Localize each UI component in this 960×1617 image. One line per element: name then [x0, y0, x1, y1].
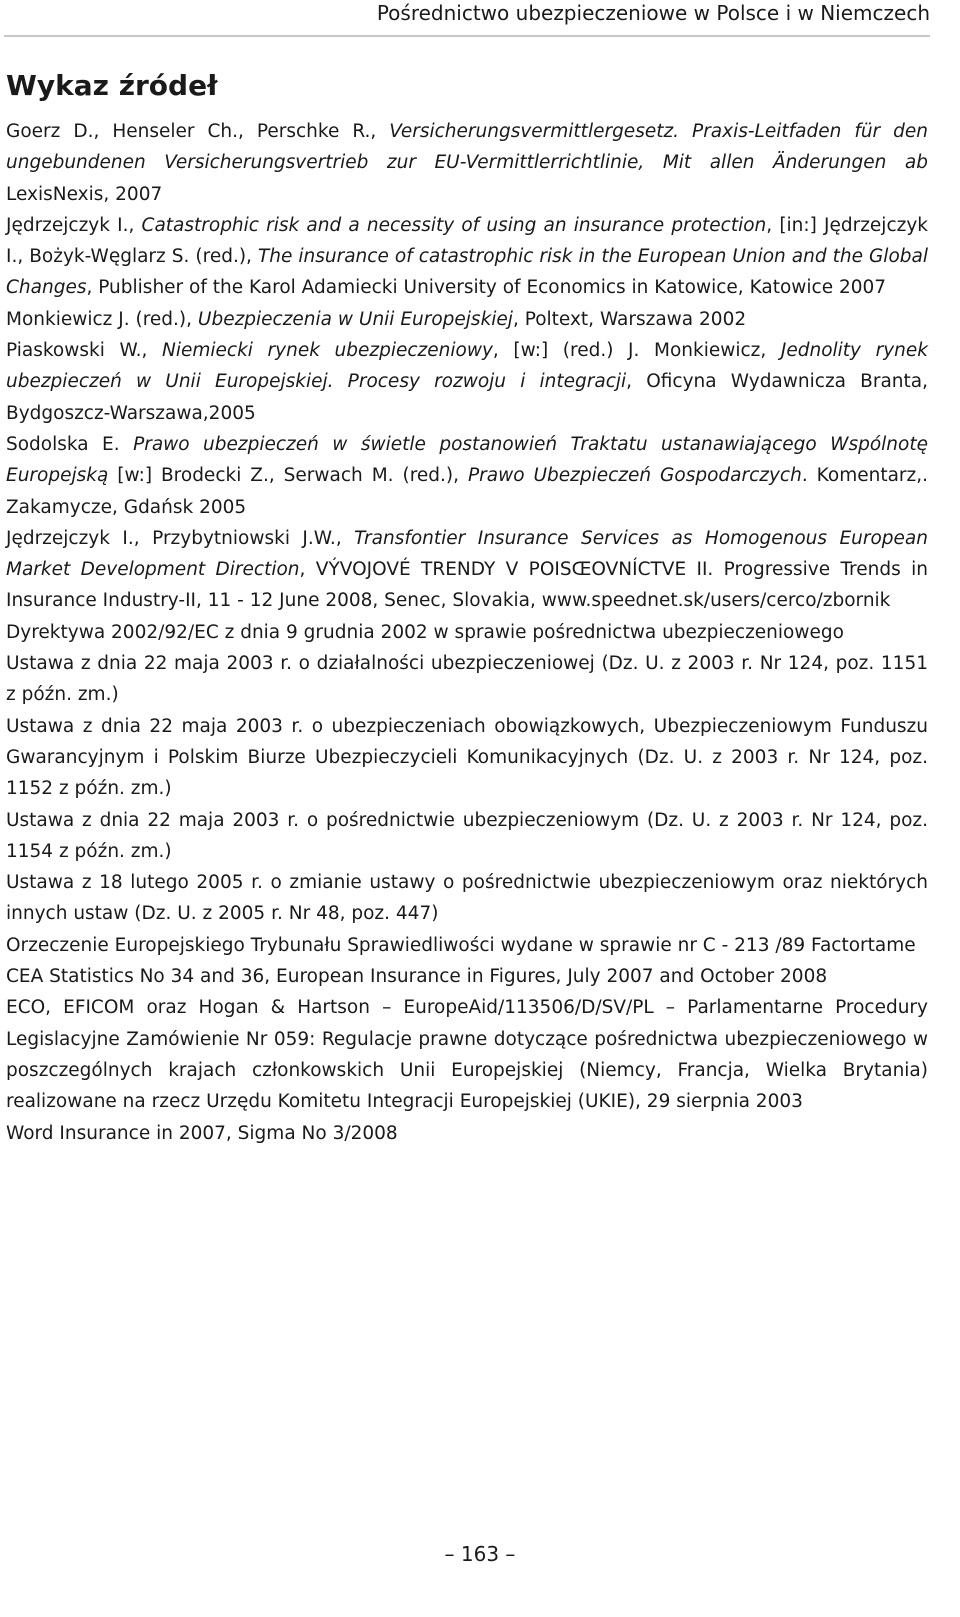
- reference-text: , [w:] (red.) J. Monkiewicz,: [492, 340, 781, 362]
- reference-title-italic: Jednolity rynek ubezpieczeń w Unii Europejskiej. Procesy rozwoju i integracji: [6, 340, 928, 393]
- reference-entry: [6, 930, 928, 961]
- reference-entry: [6, 210, 928, 304]
- reference-entry: [6, 335, 928, 429]
- reference-title-italic: Catastrophic risk and a necessity of using an insurance protection: [141, 214, 767, 236]
- reference-text: Monkiewicz J. (red.),: [6, 308, 198, 330]
- reference-text: LexisNexis, 2007: [6, 183, 163, 205]
- reference-text: [w:] Brodecki Z., Serwach M. (red.),: [108, 465, 468, 487]
- reference-text: Jędrzejczyk I.,: [6, 214, 142, 236]
- reference-title-italic: Prawo ubezpieczeń w świetle postanowień Traktatu ustanawiającego Wspólnotę Europejską: [6, 433, 928, 487]
- reference-title-italic: Transfontier Insurance Services as Homogenous European Market Development Direction: [6, 527, 928, 581]
- reference-text: Piaskowski W.,: [6, 340, 163, 362]
- reference-text: , Publisher of the Karol Adamiecki University of Economics in Katowice, Katowice 2007: [86, 277, 887, 299]
- reference-text: Ustawa z 18 lutego 2005 r. o zmianie ustawy o pośrednictwie ubezpieczeniowym oraz niektórych innych ustaw (Dz. U. z 2005 r. Nr 48, poz. 447): [6, 872, 928, 925]
- section-title: Wykaz źródeł: [6, 69, 218, 102]
- reference-title-italic: Versicherungsvermittlergesetz. Praxis-Leitfaden für den ungebundenen Versicherungsvertrieb zur EU-Vermittlerrichtlinie, Mit allen Änderungen ab: [6, 121, 928, 174]
- reference-text: Ustawa z dnia 22 maja 2003 r. o pośrednictwie ubezpieczeniowym (Dz. U. z 2003 r. Nr 124, poz. 1154 z późn. zm.): [6, 809, 928, 862]
- reference-text: CEA Statistics No 34 and 36, European Insurance in Figures, July 2007 and October 2008: [6, 966, 828, 988]
- reference-entry: [6, 617, 928, 648]
- reference-entry: [6, 523, 928, 617]
- reference-text: , [in:] Jędrzejczyk I., Bożyk-Węglarz S. (red.),: [6, 214, 928, 268]
- reference-entry: [6, 711, 928, 805]
- running-header: Pośrednictwo ubezpieczeniowe w Polsce i w Niemczech: [376, 1, 930, 25]
- reference-text: Word Insurance in 2007, Sigma No 3/2008: [6, 1122, 398, 1144]
- reference-text: , Poltext, Warszawa 2002: [512, 308, 747, 330]
- reference-text: Dyrektywa 2002/92/EC z dnia 9 grudnia 2002 w sprawie pośrednictwa ubezpieczeniowego: [6, 621, 844, 643]
- reference-text: Ustawa z dnia 22 maja 2003 r. o działalności ubezpieczeniowej (Dz. U. z 2003 r. Nr 124, poz. 1151 z późn. zm.): [6, 653, 928, 706]
- reference-entry: [6, 304, 928, 335]
- reference-entry: [6, 961, 928, 992]
- reference-entry: [6, 1118, 928, 1149]
- reference-title-italic: Ubezpieczenia w Unii Europejskiej: [197, 308, 513, 330]
- reference-title-italic: The insurance of catastrophic risk in the European Union and the Global Changes: [6, 246, 928, 299]
- header-divider: [4, 35, 930, 37]
- reference-text: , VÝVOJOVÉ TRENDY V POISŒOVNÍCTVE II. Progressive Trends in Insurance Industry-II, 11 - 12 June 2008, Senec, Slovakia, www.speednet.sk/users/cerco/zbornik: [6, 559, 928, 612]
- reference-title-italic: Prawo Ubezpieczeń Gospodarczych: [467, 465, 802, 487]
- reference-text: , Oficyna Wydawnicza Branta, Bydgoszcz-Warszawa,2005: [6, 371, 928, 424]
- reference-entry: [6, 116, 928, 210]
- reference-entry: [6, 429, 928, 523]
- reference-text: ECO, EFICOM oraz Hogan & Hartson – EuropeAid/113506/D/SV/PL – Parlamentarne Procedury Legislacyjne Zamówienie Nr 059: Regulacje prawne dotyczące pośrednictwa ubezpieczeniowego w poszczególnych krajach członkowskich Unii Europejskiej (Niemcy, Francja, Wielka Brytania) realizowane na rzecz Urzędu Komitetu Integracji Europejskiej (UKIE), 29 sierpnia 2003: [6, 997, 928, 1113]
- reference-entry: [6, 992, 928, 1117]
- reference-entry: [6, 805, 928, 868]
- reference-list: [6, 116, 928, 1149]
- reference-text: Orzeczenie Europejskiego Trybunału Sprawiedliwości wydane w sprawie nr C - 213 /89 Factortame: [6, 934, 916, 956]
- reference-text: . Komentarz,. Zakamycze, Gdańsk 2005: [6, 465, 928, 518]
- page-number: – 163 –: [444, 1542, 516, 1566]
- reference-text: Goerz D., Henseler Ch., Perschke R.,: [6, 121, 390, 142]
- reference-text: Jędrzejczyk I., Przybytniowski J.W.,: [6, 527, 355, 549]
- reference-text: Ustawa z dnia 22 maja 2003 r. o ubezpieczeniach obowiązkowych, Ubezpieczeniowym Funduszu Gwarancyjnym i Polskim Biurze Ubezpieczycieli Komunikacyjnych (Dz. U. z 2003 r. Nr 124, poz. 1152 z późn. zm.): [6, 715, 928, 800]
- reference-text: Sodolska E.: [6, 433, 134, 455]
- reference-entry: [6, 648, 928, 711]
- reference-entry: [6, 867, 928, 930]
- reference-title-italic: Niemiecki rynek ubezpieczeniowy: [162, 340, 493, 362]
